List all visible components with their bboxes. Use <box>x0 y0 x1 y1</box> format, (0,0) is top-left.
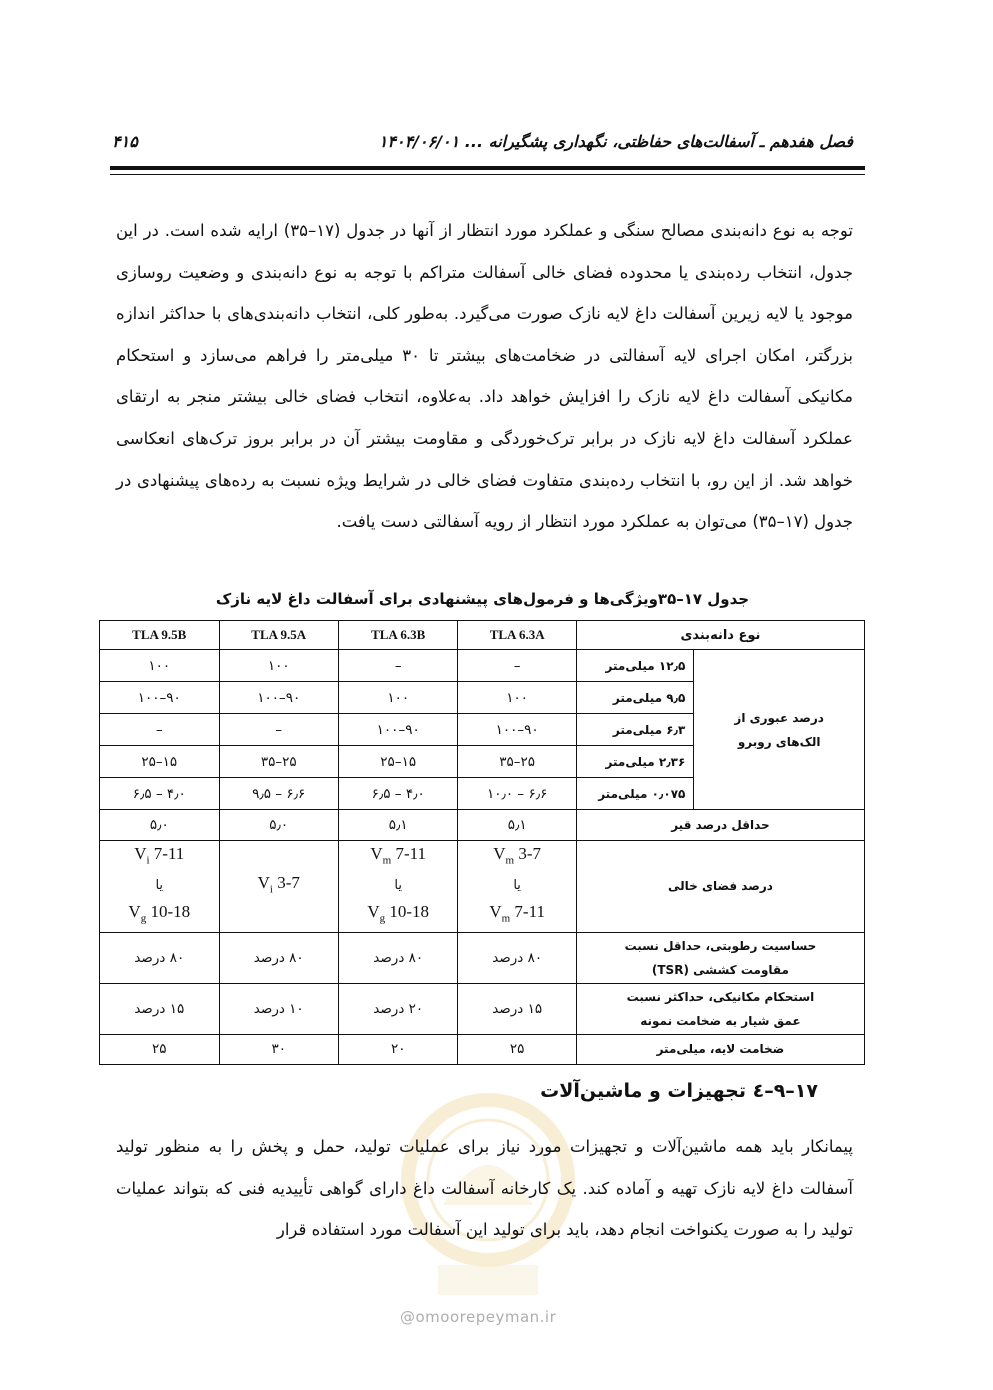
running-header <box>112 128 853 158</box>
table-cell: – <box>219 714 338 746</box>
table-cell: – <box>338 650 457 682</box>
table-cell: ۱۰ درصد <box>219 983 338 1034</box>
table-cell: ۶٫۶ – ۱۰٫۰ <box>458 778 576 810</box>
table-cell: $V_i$ 7-11 یا $V_g$ 10-18 <box>100 841 220 933</box>
or-word: یا <box>513 878 521 894</box>
table-row <box>100 810 865 841</box>
table-row <box>100 932 865 983</box>
table-cell: ۸۰ درصد <box>219 932 338 983</box>
table-row <box>100 841 865 933</box>
sieve-label: ۲٫۳۶ میلی‌متر <box>576 746 693 778</box>
table-row <box>100 1034 865 1064</box>
passing-group-label: درصد عبوری از الک‌های روبرو <box>694 650 865 810</box>
table-cell: ۱۰۰ <box>458 682 576 714</box>
rut-label: استحکام مکانیکی، حداکثر نسبت عمق شیار به ضخامت نمونه <box>576 983 864 1034</box>
table-cell: ۸۰ درصد <box>458 932 576 983</box>
air-voids-label: درصد فضای خالی <box>576 841 864 933</box>
table-cell: ۸۰ درصد <box>100 932 220 983</box>
table-cell: – <box>100 714 220 746</box>
table-cell: ۱۵ درصد <box>458 983 576 1034</box>
table-cell: ۶٫۶ – ۹٫۵ <box>219 778 338 810</box>
table-cell: ۹۰–۱۰۰ <box>100 682 220 714</box>
table-cell: – <box>458 650 576 682</box>
table-cell: ۲۵ <box>100 1034 220 1064</box>
header-rule-thin <box>110 174 865 175</box>
table-cell: ۱۵–۲۵ <box>100 746 220 778</box>
or-word: یا <box>155 878 164 894</box>
col-header: TLA 6.3B <box>338 621 457 650</box>
sieve-label: ۰٫۰۷۵ میلی‌متر <box>576 778 693 810</box>
table-cell: ۲۵–۳۵ <box>458 746 576 778</box>
sieve-label: ۶٫۳ میلی‌متر <box>576 714 693 746</box>
thickness-label: ضخامت لایه، میلی‌متر <box>576 1034 864 1064</box>
table-caption: جدول ۱۷–۳۵ویژگی‌ها و فرمول‌های پیشنهادی برای آسفالت داغ لایه نازک <box>215 590 750 608</box>
table-cell: ۵٫۰ <box>219 810 338 841</box>
sieve-label: ۱۲٫۵ میلی‌متر <box>576 650 693 682</box>
table-cell: ۱۰۰ <box>338 682 457 714</box>
table-cell: ۲۵ <box>458 1034 576 1064</box>
table-cell: ۵٫۱ <box>458 810 576 841</box>
table-cell: ۱۵–۲۵ <box>338 746 457 778</box>
tsr-label: حساسیت رطوبتی، حداقل نسبت مقاومت کششی (TSR) <box>576 932 864 983</box>
table-cell: ۸۰ درصد <box>338 932 457 983</box>
table-cell: $V_m$ 3-7 یا $V_m$ 7-11 <box>458 841 576 933</box>
chapter-title: فصل هفدهم ـ آسفالت‌های حفاظتی، نگهداری پشگیرانه ... ۱۴۰۴/۰۶/۰۱ <box>378 132 853 151</box>
table-cell: ۵٫۰ <box>100 810 220 841</box>
or-word: یا <box>394 878 402 894</box>
section-heading: ۱۷–۹–٤ تجهیزات و ماشین‌آلات <box>540 1080 818 1102</box>
col-header: TLA 9.5A <box>219 621 338 650</box>
table-cell: ۲۰ <box>338 1034 457 1064</box>
table-cell: $V_i$ 3-7 <box>219 841 338 933</box>
table-header-row <box>100 621 865 650</box>
page-number: ۴۱۵ <box>112 132 138 151</box>
table-cell: ۱۵ درصد <box>100 983 220 1034</box>
table-cell: ۴٫۰ – ۶٫۵ <box>100 778 220 810</box>
min-binder-label: حداقل درصد قیر <box>576 810 864 841</box>
body-paragraph-2: پیمانکار باید همه ماشین‌آلات و تجهیزات مورد نیاز برای عملیات تولید، حمل و پخش را به منظور تولید آسفالت داغ لایه نازک تهیه و آماده کند. یک کارخانه آسفالت داغ دارای گواهی تأییدیه فنی که بتواند عملیات تولید را به صورت یکنواخت انجام دهد، باید برای تولید این آسفالت مورد استفاده قرار <box>116 1137 853 1240</box>
table-cell: ۴٫۰ – ۶٫۵ <box>338 778 457 810</box>
table-cell: ۳۰ <box>219 1034 338 1064</box>
header-rule-thick <box>110 166 865 170</box>
table-row <box>100 650 865 682</box>
table-cell: ۹۰–۱۰۰ <box>458 714 576 746</box>
table-cell: ۵٫۱ <box>338 810 457 841</box>
sieve-label: ۹٫۵ میلی‌متر <box>576 682 693 714</box>
watermark-text: @omoorepeyman.ir <box>400 1308 557 1326</box>
col-header: TLA 9.5B <box>100 621 220 650</box>
col-header: TLA 6.3A <box>458 621 576 650</box>
spec-table <box>99 620 865 1065</box>
table-cell: ۲۵–۳۵ <box>219 746 338 778</box>
table-cell: ۹۰–۱۰۰ <box>219 682 338 714</box>
header-gradation-type: نوع دانه‌بندی <box>576 621 864 650</box>
table-cell: $V_m$ 7-11 یا $V_g$ 10-18 <box>338 841 457 933</box>
table-cell: ۱۰۰ <box>100 650 220 682</box>
table-row <box>100 983 865 1034</box>
body-paragraph-1: توجه به نوع دانه‌بندی مصالح سنگی و عملکرد مورد انتظار از آنها در جدول (۱۷–۳۵) ارایه شده است. در این جدول، انتخاب رده‌بندی یا محدوده فضای خالی آسفالت متراکم با توجه به نوع دانه‌بندی و وضعیت روسازی موجود یا لایه زیرین آسفالت داغ لایه نازک صورت می‌گیرد. به‌طور کلی، انتخاب دانه‌بندی‌های با حداکثر اندازه بزرگتر، امکان اجرای لایه آسفالتی در ضخامت‌های بیشتر تا ۳۰ میلی‌متر را فراهم می‌سازد و استحکام مکانیکی آسفالت داغ لایه نازک را افزایش خواهد داد. به‌علاوه، انتخاب فضای خالی بیشتر منجر به ارتقای عملکرد آسفالت داغ لایه نازک در برابر ترک‌خوردگی و مقاومت بیشتر آن در برابر بروز ترک‌های انعکاسی خواهد شد. از این رو، با انتخاب رده‌بندی متفاوت فضای خالی در شرایط ویژه نسبت به رده‌های پیشنهادی در جدول (۱۷–۳۵) می‌توان به عملکرد مورد انتظار از رویه آسفالتی دست یافت. <box>116 221 853 532</box>
table-cell: ۹۰–۱۰۰ <box>338 714 457 746</box>
table-cell: ۱۰۰ <box>219 650 338 682</box>
table-cell: ۲۰ درصد <box>338 983 457 1034</box>
